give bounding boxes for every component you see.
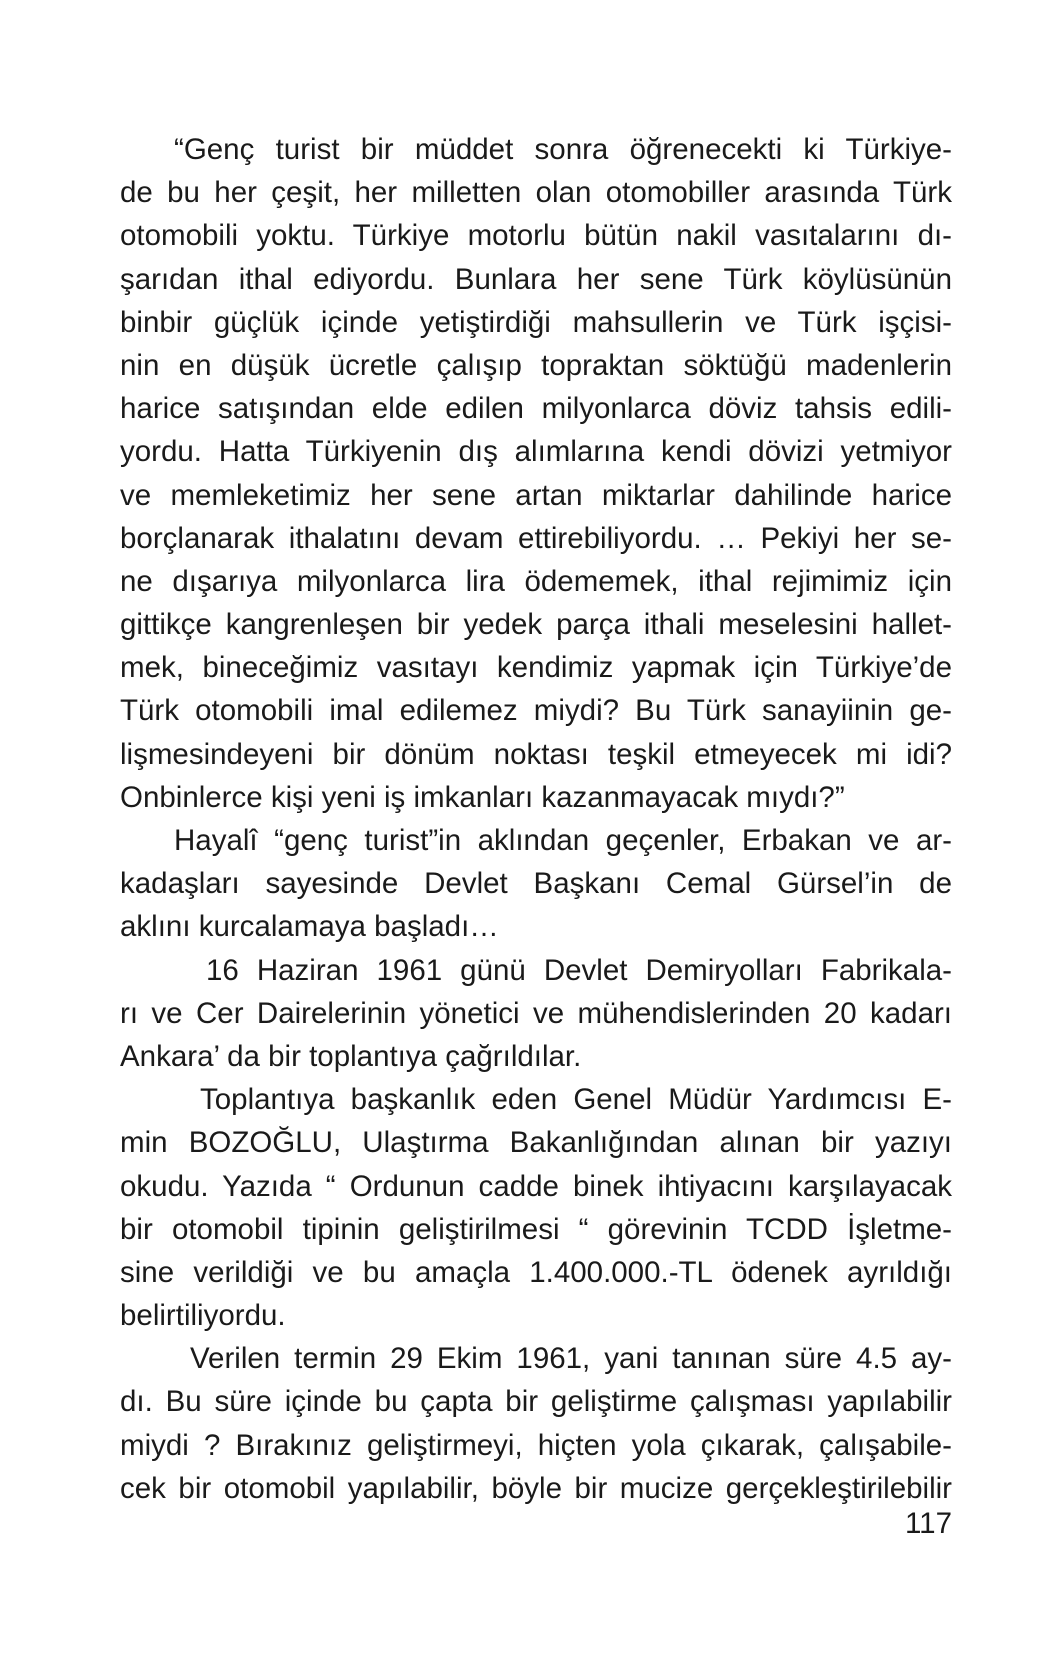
text-line: dı. Bu süre içinde bu çapta bir geliştirme çalışması yapılabilir	[120, 1385, 952, 1419]
text-line: aklını kurcalamaya başladı…	[120, 910, 499, 944]
text-line: borçlanarak ithalatını devam ettirebiliyordu. … Pekiyi her se-	[120, 521, 952, 555]
paragraph	[120, 819, 952, 949]
text-line: belirtiliyordu.	[120, 1299, 286, 1333]
text-line: okudu. Yazıda “ Ordunun cadde binek ihtiyacını karşılayacak	[120, 1169, 952, 1203]
body-text	[120, 128, 952, 1510]
text-line: “Genç turist bir müddet sonra öğrenecekti ki Türkiye-	[174, 133, 952, 166]
text-line: Toplantıya başkanlık eden Genel Müdür Yardımcısı E-	[200, 1083, 952, 1117]
text-line: 16 Haziran 1961 günü Devlet Demiryolları Fabrikala-	[206, 953, 952, 987]
text-line: cek bir otomobil yapılabilir, böyle bir mucize gerçekleştirilebilir	[120, 1471, 952, 1505]
text-line: kadaşları sayesinde Devlet Başkanı Cemal Gürsel’in de	[120, 867, 952, 901]
text-line: şarıdan ithal ediyordu. Bunlara her sene Türk köylüsünün	[120, 262, 952, 296]
paragraph	[120, 128, 952, 819]
text-line: harice satışından elde edilen milyonlarca döviz tahsis edili-	[120, 392, 952, 426]
text-line: Onbinlerce kişi yeni iş imkanları kazanmayacak mıydı?”	[120, 780, 845, 814]
text-line: sine verildiği ve bu amaçla 1.400.000.-TL ödenek ayrıldığı	[120, 1255, 952, 1289]
text-line: nin en düşük ücretle çalışıp topraktan söktüğü madenlerin	[120, 348, 952, 382]
text-line: ne dışarıya milyonlarca lira ödememek, ithal rejimimiz için	[120, 564, 952, 598]
text-line: rı ve Cer Dairelerinin yönetici ve mühendislerinden 20 kadarı	[120, 996, 952, 1030]
text-line: min BOZOĞLU, Ulaştırma Bakanlığından alınan bir yazıyı	[120, 1126, 952, 1160]
text-line: lişmesindeyeni bir dönüm noktası teşkil etmeyecek mi idi?	[120, 737, 952, 771]
text-line: Türk otomobili imal edilemez miydi? Bu Türk sanayiinin ge-	[120, 694, 952, 728]
text-line: de bu her çeşit, her milletten olan otomobiller arasında Türk	[120, 176, 952, 210]
text-line: yordu. Hatta Türkiyenin dış alımlarına kendi dövizi yetmiyor	[120, 435, 952, 469]
text-line: Hayalî “genç turist”in aklından geçenler, Erbakan ve ar-	[174, 824, 952, 857]
text-line: ve memleketimiz her sene artan miktarlar dahilinde harice	[120, 478, 952, 512]
page-number: 117	[904, 1507, 952, 1540]
text-line: binbir güçlük içinde yetiştirdiği mahsullerin ve Türk işçisi-	[120, 305, 952, 339]
text-line: gittikçe kangrenleşen bir yedek parça ithali meselesini hallet-	[120, 608, 952, 642]
paragraph	[120, 949, 952, 1079]
paragraph	[120, 1337, 952, 1510]
paragraph	[120, 1078, 952, 1337]
text-line: Ankara’ da bir toplantıya çağrıldılar.	[120, 1039, 582, 1073]
text-line: otomobili yoktu. Türkiye motorlu bütün nakil vasıtalarını dı-	[120, 219, 952, 253]
text-line: Verilen termin 29 Ekim 1961, yani tanınan süre 4.5 ay-	[190, 1342, 952, 1376]
text-line: miydi ? Bırakınız geliştirmeyi, hiçten yola çıkarak, çalışabile-	[120, 1428, 952, 1462]
text-line: mek, bineceğimiz vasıtayı kendimiz yapmak için Türkiye’de	[120, 651, 952, 685]
text-line: bir otomobil tipinin geliştirilmesi “ görevinin TCDD İşletme-	[120, 1212, 952, 1246]
